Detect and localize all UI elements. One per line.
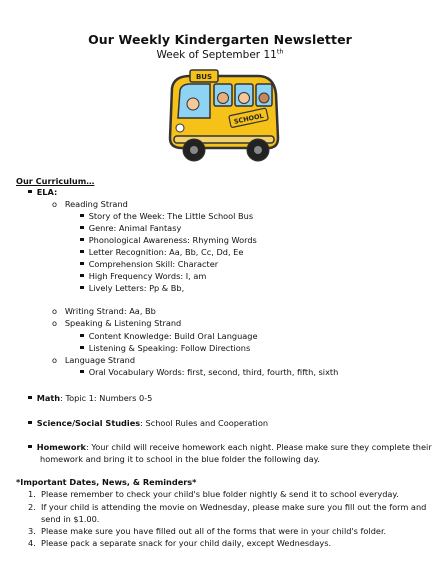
kid-head-2 xyxy=(218,93,229,104)
language-strand xyxy=(52,355,135,366)
speaking-item-text: Content Knowledge: Build Oral Language xyxy=(88,331,258,341)
list-item xyxy=(28,538,331,549)
bus-roof-sign-text: BUS xyxy=(195,73,213,81)
language-strand-label: Language Strand xyxy=(64,355,136,365)
list-item xyxy=(80,211,253,222)
homework-label: Homework xyxy=(36,442,86,452)
bullet-square-icon xyxy=(80,238,84,242)
math-label: Math xyxy=(36,393,61,403)
writing-strand xyxy=(52,306,156,317)
kid-head-1 xyxy=(187,98,199,110)
list-item xyxy=(28,502,426,513)
reminder-text: Please remember to check your child's blue folder nightly & send it to school everyday. xyxy=(41,489,399,499)
reminder-text-continued: send in $1.00. xyxy=(41,514,100,524)
bullet-square-icon xyxy=(80,250,84,254)
reminder-text: Please make sure you have filled out all of the forms that were in your child's folder. xyxy=(41,526,387,536)
reading-item-text: Comprehension Skill: Character xyxy=(88,259,219,269)
writing-strand-label: Writing Strand: Aa, Bb xyxy=(64,306,156,316)
list-item xyxy=(80,259,218,270)
reading-item-text: Letter Recognition: Aa, Bb, Cc, Dd, Ee xyxy=(88,247,244,257)
curriculum-heading: Our Curriculum… xyxy=(16,176,95,186)
list-item xyxy=(28,526,386,537)
reading-item-text: Genre: Animal Fantasy xyxy=(88,223,182,233)
list-number: 3. xyxy=(28,526,36,536)
bullet-circle-icon: o xyxy=(52,318,58,328)
dates-heading: *Important Dates, News, & Reminders* xyxy=(16,477,197,487)
reminder-text: Please pack a separate snack for your child daily, except Wednesdays. xyxy=(41,538,332,548)
list-item xyxy=(80,283,184,294)
list-item xyxy=(80,271,206,282)
ela-label: ELA: xyxy=(36,187,58,197)
homework-item xyxy=(28,442,432,453)
list-item xyxy=(80,343,250,354)
bullet-square-icon xyxy=(80,214,84,218)
reading-item-text: Phonological Awareness: Rhyming Words xyxy=(88,235,257,245)
bullet-square-icon xyxy=(80,274,84,278)
list-item xyxy=(80,235,257,246)
bullet-square-icon xyxy=(80,346,84,350)
reading-item-text: Lively Letters: Pp & Bb, xyxy=(88,283,185,293)
math-item xyxy=(28,393,152,404)
reading-strand-label: Reading Strand xyxy=(64,199,128,209)
ela-item xyxy=(28,187,57,198)
science-label: Science/Social Studies xyxy=(36,418,141,428)
bullet-circle-icon: o xyxy=(52,306,58,316)
math-text: : Topic 1: Numbers 0-5 xyxy=(60,393,153,403)
bullet-square-icon xyxy=(28,396,32,400)
bullet-square-icon xyxy=(28,190,32,194)
science-item xyxy=(28,418,268,429)
bullet-square-icon xyxy=(80,262,84,266)
bullet-square-icon xyxy=(80,334,84,338)
homework-text: : Your child will receive homework each night. Please make sure they complete their xyxy=(85,442,432,452)
school-bus-illustration xyxy=(160,68,286,168)
newsletter-title: Our Weekly Kindergarten Newsletter xyxy=(88,32,352,47)
list-number: 4. xyxy=(28,538,36,548)
list-item xyxy=(28,489,399,500)
list-item xyxy=(80,331,258,342)
reading-strand xyxy=(52,199,128,210)
bullet-square-icon xyxy=(28,421,32,425)
kid-head-3 xyxy=(239,93,250,104)
reading-item-text: Story of the Week: The Little School Bus xyxy=(88,211,254,221)
bullet-circle-icon: o xyxy=(52,199,58,209)
week-label: Week of September 11 xyxy=(156,49,277,61)
speaking-strand-label: Speaking & Listening Strand xyxy=(64,318,182,328)
newsletter-subtitle xyxy=(0,49,440,61)
language-item-text: Oral Vocabulary Words: first, second, third, fourth, fifth, sixth xyxy=(88,367,339,377)
kid-head-4 xyxy=(259,93,269,103)
bullet-square-icon xyxy=(80,226,84,230)
bullet-circle-icon: o xyxy=(52,355,58,365)
week-ordinal-suffix: th xyxy=(276,47,284,56)
list-item xyxy=(80,367,338,378)
reading-item-text: High Frequency Words: I, am xyxy=(88,271,207,281)
bus-headlight xyxy=(176,124,184,132)
reminder-text: If your child is attending the movie on Wednesday, please make sure you fill out the form and xyxy=(41,502,427,512)
bus-side-sign-text: SCHOOL xyxy=(233,111,265,126)
speaking-item-text: Listening & Speaking: Follow Directions xyxy=(88,343,251,353)
list-number: 1. xyxy=(28,489,36,499)
bullet-square-icon xyxy=(80,286,84,290)
list-number: 2. xyxy=(28,502,36,512)
list-item xyxy=(80,247,243,258)
speaking-strand xyxy=(52,318,181,329)
list-item xyxy=(80,223,181,234)
bullet-square-icon xyxy=(28,445,32,449)
bullet-square-icon xyxy=(80,370,84,374)
homework-text-continued: homework and bring it to school in the blue folder the following day. xyxy=(40,454,320,464)
science-text: : School Rules and Cooperation xyxy=(140,418,269,428)
